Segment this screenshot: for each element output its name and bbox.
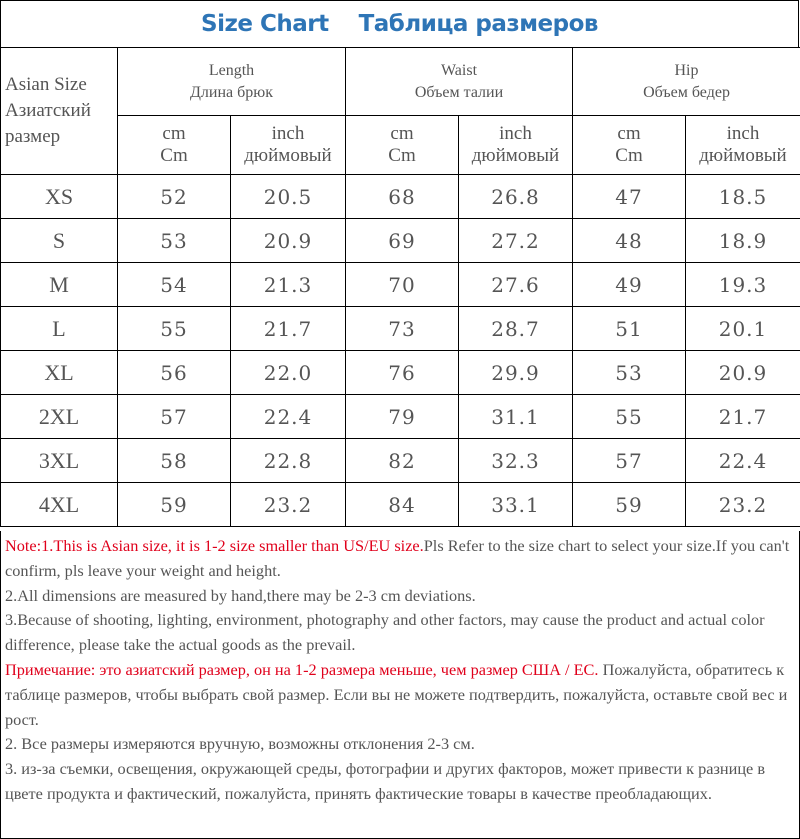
length-cm-cell: 56 [118, 351, 231, 395]
waist-inch-cell: 32.3 [459, 439, 573, 483]
length-inch-cell: 22.4 [231, 395, 346, 439]
unit-cm-en: cm [162, 123, 186, 144]
note-en-2: 2.All dimensions are measured by hand,there may be 2-3 cm deviations. [5, 585, 476, 605]
size-cell: M [1, 263, 118, 307]
note-ru-2: 2. Все размеры измеряются вручную, возможны отклонения 2-3 см. [5, 734, 475, 754]
table-row [1, 483, 800, 527]
unit-inch-ru: дюймовый [244, 145, 332, 166]
waist-header-ru: Объем талии [414, 83, 504, 101]
unit-inch-header [231, 116, 346, 175]
table-row [1, 219, 800, 263]
length-inch-cell: 23.2 [231, 483, 346, 527]
table-row [1, 175, 800, 219]
unit-cm-ru: Cm [160, 145, 188, 166]
length-cm-cell: 59 [118, 483, 231, 527]
unit-cm-header [118, 116, 231, 175]
unit-inch-ru: дюймовый [699, 145, 787, 166]
hip-inch-cell: 21.7 [686, 395, 800, 439]
length-header-ru: Длина брюк [190, 83, 273, 101]
hip-cm-cell: 49 [573, 263, 686, 307]
hip-cm-cell: 59 [573, 483, 686, 527]
size-cell: 4XL [1, 483, 118, 527]
unit-cm-ru: Cm [615, 145, 643, 166]
waist-cm-cell: 82 [346, 439, 459, 483]
hip-inch-cell: 20.1 [686, 307, 800, 351]
length-inch-cell: 21.3 [231, 263, 346, 307]
unit-inch-header [459, 116, 573, 175]
size-cell: 2XL [1, 395, 118, 439]
waist-inch-cell: 31.1 [459, 395, 573, 439]
waist-inch-cell: 29.9 [459, 351, 573, 395]
length-cm-cell: 53 [118, 219, 231, 263]
size-table [0, 47, 800, 527]
size-cell: L [1, 307, 118, 351]
unit-cm-en: cm [617, 123, 641, 144]
unit-cm-header [346, 116, 459, 175]
hip-inch-cell: 22.4 [686, 439, 800, 483]
size-cell: XS [1, 175, 118, 219]
waist-cm-cell: 84 [346, 483, 459, 527]
length-header-en: Length [208, 61, 255, 79]
unit-cm-ru: Cm [388, 145, 416, 166]
table-row [1, 439, 800, 483]
waist-inch-cell: 27.2 [459, 219, 573, 263]
waist-inch-cell: 26.8 [459, 175, 573, 219]
title-ru: Таблица размеров [358, 11, 598, 37]
hip-cm-cell: 57 [573, 439, 686, 483]
length-cm-cell: 57 [118, 395, 231, 439]
hip-header [573, 48, 800, 116]
length-cm-cell: 52 [118, 175, 231, 219]
hip-inch-cell: 18.9 [686, 219, 800, 263]
waist-cm-cell: 68 [346, 175, 459, 219]
size-cell: 3XL [1, 439, 118, 483]
waist-header-en: Waist [440, 61, 478, 79]
note-en-1 [5, 534, 795, 584]
length-inch-cell: 22.0 [231, 351, 346, 395]
hip-inch-cell: 18.5 [686, 175, 800, 219]
hip-inch-cell: 19.3 [686, 263, 800, 307]
hip-cm-cell: 51 [573, 307, 686, 351]
header-row-units [1, 116, 800, 175]
waist-cm-cell: 79 [346, 395, 459, 439]
length-cm-cell: 58 [118, 439, 231, 483]
unit-inch-en: inch [726, 123, 760, 144]
table-row [1, 395, 800, 439]
length-header [118, 48, 346, 116]
waist-cm-cell: 69 [346, 219, 459, 263]
waist-inch-cell: 28.7 [459, 307, 573, 351]
length-cm-cell: 54 [118, 263, 231, 307]
unit-cm-en: cm [390, 123, 414, 144]
header-row-groups [1, 48, 800, 116]
hip-inch-cell: 23.2 [686, 483, 800, 527]
notes-box [0, 531, 800, 839]
waist-inch-cell: 27.6 [459, 263, 573, 307]
table-row [1, 307, 800, 351]
table-row [1, 263, 800, 307]
waist-inch-cell: 33.1 [459, 483, 573, 527]
length-inch-cell: 22.8 [231, 439, 346, 483]
hip-inch-cell: 20.9 [686, 351, 800, 395]
size-cell: S [1, 219, 118, 263]
note-ru-instructions: Пожалуйста, обратитесь к таблице размеров, чтобы выбрать свой размер. Если вы не можете подтвердить, пожалуйста, оставьте свой вес и рост. [5, 659, 788, 729]
note-ru-warning: Примечание: это азиатский размер, он на 1-2 размера меньше, чем размер США / ЕС. [5, 659, 599, 679]
waist-cm-cell: 73 [346, 307, 459, 351]
unit-cm-header [573, 116, 686, 175]
waist-header [346, 48, 573, 116]
unit-inch-en: inch [271, 123, 305, 144]
note-en-3: 3.Because of shooting, lighting, environment, photography and other factors, may cause the product and actual color difference, please take the actual goods as the prevail. [5, 610, 765, 655]
hip-cm-cell: 47 [573, 175, 686, 219]
note-en-warning: Note:1.This is Asian size, it is 1-2 size smaller than US/EU size. [5, 536, 424, 555]
unit-inch-header [686, 116, 800, 175]
hip-header-en: Hip [674, 61, 699, 79]
waist-cm-cell: 70 [346, 263, 459, 307]
hip-cm-cell: 53 [573, 351, 686, 395]
asian-size-header: Asian Size Азиатский размер [1, 48, 118, 175]
unit-inch-ru: дюймовый [471, 145, 560, 166]
title-en: Size Chart [201, 11, 329, 37]
unit-inch-en: inch [499, 123, 532, 144]
table-row [1, 351, 800, 395]
waist-cm-cell: 76 [346, 351, 459, 395]
length-inch-cell: 20.5 [231, 175, 346, 219]
chart-title [0, 0, 799, 48]
length-inch-cell: 21.7 [231, 307, 346, 351]
hip-cm-cell: 48 [573, 219, 686, 263]
length-cm-cell: 55 [118, 307, 231, 351]
note-ru-1 [5, 658, 795, 732]
note-en-instructions: Pls Refer to the size chart to select your size.If you can't confirm, pls leave your weight and height. [5, 536, 790, 580]
hip-cm-cell: 55 [573, 395, 686, 439]
note-ru-3: 3. из-за съемки, освещения, окружающей среды, фотографии и других факторов, может привести к разнице в цвете продукта и фактический, пожалуйста, принять фактические товары в качестве преобладающих. [5, 759, 766, 803]
size-cell: XL [1, 351, 118, 395]
hip-header-ru: Объем бедер [643, 83, 730, 101]
length-inch-cell: 20.9 [231, 219, 346, 263]
